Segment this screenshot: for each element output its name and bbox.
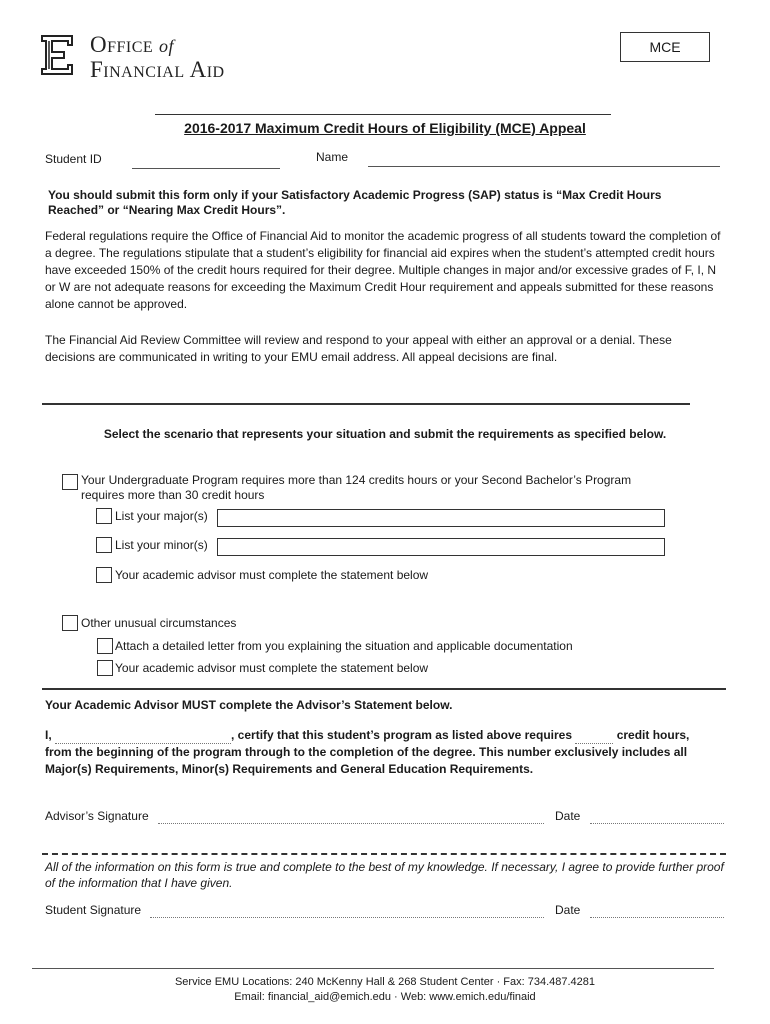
- advisor-certification: [45, 727, 735, 778]
- student-date-label: Date: [555, 903, 581, 917]
- office-title-line1: [90, 32, 174, 58]
- scenario2-checkbox[interactable]: [62, 615, 78, 631]
- majors-checkbox[interactable]: [96, 508, 112, 524]
- office-title-line2: Financial Aid: [90, 57, 225, 82]
- minors-checkbox[interactable]: [96, 537, 112, 553]
- scenario1-advisor-checkbox[interactable]: [96, 567, 112, 583]
- letter-label: Attach a detailed letter from you explaining the situation and applicable documentation: [115, 639, 573, 653]
- letter-checkbox[interactable]: [97, 638, 113, 654]
- advisor-date-label: Date: [555, 809, 581, 823]
- scenario2-advisor-checkbox[interactable]: [97, 660, 113, 676]
- emu-e-logo-icon: [40, 34, 74, 76]
- sap-notice: You should submit this form only if your Satisfactory Academic Progress (SAP) status is “Max Credit Hours Reached” or “Nearing Max Credit Hours”.: [48, 188, 662, 217]
- certification-line1: [45, 727, 735, 744]
- scenario1-checkbox[interactable]: [62, 474, 78, 490]
- student-signature-field[interactable]: [150, 903, 544, 918]
- minors-label: List your minor(s): [115, 538, 208, 552]
- advisor-name-field[interactable]: [55, 731, 231, 744]
- name-label: Name: [316, 150, 349, 164]
- office-word: Office: [90, 32, 154, 57]
- certify-end-text: credit hours,: [616, 728, 690, 742]
- scenario1-label: [81, 473, 701, 503]
- footer-locations: Service EMU Locations: 240 McKenny Hall & 268 Student Center · Fax: 734.487.4281: [174, 976, 596, 988]
- student-date-field[interactable]: [590, 903, 724, 918]
- student-section-divider: [42, 853, 726, 855]
- form-title: 2016-2017 Maximum Credit Hours of Eligibility (MCE) Appeal: [184, 120, 586, 136]
- scenario1-advisor-label: Your academic advisor must complete the statement below: [115, 568, 429, 582]
- minors-input[interactable]: [217, 538, 665, 556]
- committee-paragraph: The Financial Aid Review Committee will review and respond to your appeal with either an approval or a denial. These decisions are communicated in writing to your EMU email address. All appeal decisions are final.: [45, 333, 672, 364]
- certify-rest-text: from the beginning of the program through to the completion of the degree. This number exclusively includes all Major(s) Requirements, Minor(s) Requirements and General Education Requirements.: [45, 745, 688, 776]
- majors-label: List your major(s): [115, 509, 208, 523]
- advisor-heading: Your Academic Advisor MUST complete the Advisor’s Statement below.: [45, 698, 453, 712]
- student-statement: All of the information on this form is true and complete to the best of my knowledge. If necessary, I agree to provide further proof of the information that I have given.: [45, 860, 724, 890]
- student-id-field[interactable]: [132, 152, 280, 169]
- credit-hours-field[interactable]: [575, 731, 613, 744]
- certify-mid-text: , certify that this student’s program as listed above requires: [231, 728, 572, 742]
- advisor-section-divider: [42, 688, 726, 690]
- footer-rule: [32, 968, 714, 969]
- title-rule: [155, 114, 611, 115]
- footer-contact: Email: financial_aid@emich.edu · Web: www.emich.edu/finaid: [234, 991, 536, 1003]
- scenario1-label-line1: Your Undergraduate Program requires more than 124 credits hours or your Second Bachelor’s Program: [81, 473, 632, 487]
- advisor-signature-field[interactable]: [158, 809, 544, 824]
- scenario1-label-line2: requires more than 30 credit hours: [81, 488, 265, 502]
- majors-input[interactable]: [217, 509, 665, 527]
- regulations-paragraph: Federal regulations require the Office of Financial Aid to monitor the academic progress of all students toward the completion of a degree. The regulations stipulate that a student’s eligibility for financial aid expires when the student’s attempted credit hours have exceeded 150% of the credit hours required for their degree. Multiple changes in major and/or excessive grades of F, I, N or W are not adequate reasons for exceeding the Maximum Credit Hour requirement and appeals submitted for these reasons alone cannot be approved.: [45, 229, 721, 311]
- student-id-label: Student ID: [45, 152, 102, 166]
- scenario2-label: Other unusual circumstances: [81, 616, 237, 630]
- i-label: I,: [45, 728, 52, 742]
- name-field[interactable]: [368, 150, 720, 167]
- student-signature-label: Student Signature: [45, 903, 142, 917]
- select-heading: Select the scenario that represents your situation and submit the requirements as specified below.: [103, 427, 667, 441]
- form-code-box: MCE: [620, 32, 710, 62]
- of-word: of: [158, 36, 174, 56]
- section-divider: [42, 403, 690, 405]
- advisor-signature-label: Advisor’s Signature: [45, 809, 149, 823]
- advisor-date-field[interactable]: [590, 809, 724, 824]
- scenario2-advisor-label: Your academic advisor must complete the statement below: [115, 661, 429, 675]
